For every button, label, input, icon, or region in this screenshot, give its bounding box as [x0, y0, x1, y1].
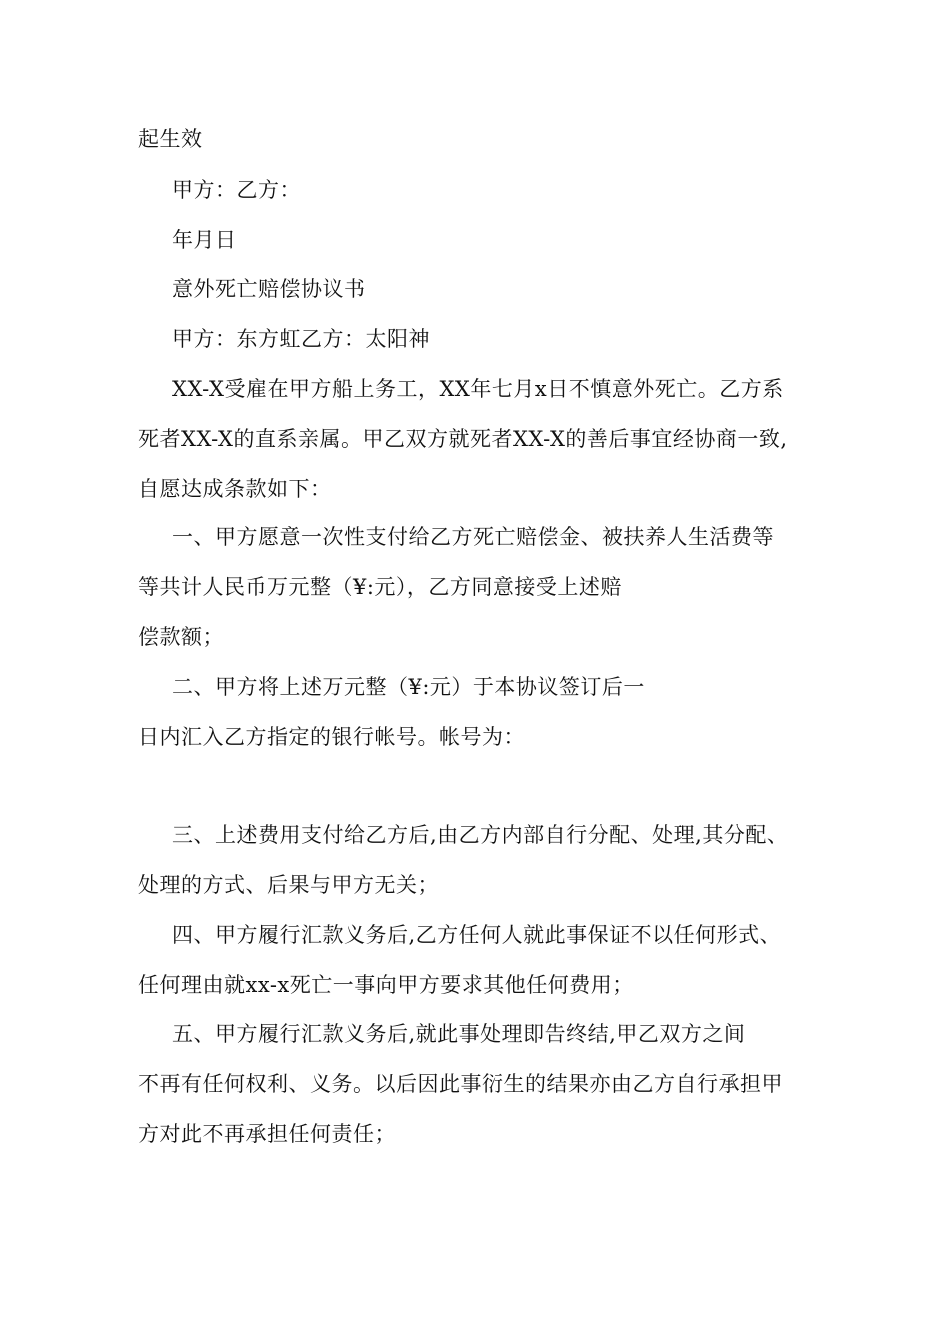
clause-line: 二、甲方将上述万元整（¥:元）于本协议签订后一	[172, 675, 645, 699]
paragraph-line: 死者XX-X的直系亲属。甲乙双方就死者XX-X的善后事宜经协商一致,	[138, 427, 788, 451]
clause-line: 五、甲方履行汇款义务后,就此事处理即告终结,甲乙双方之间	[172, 1022, 746, 1046]
party-line: 甲方：东方虹乙方：太阳神	[172, 327, 430, 351]
party-line: 甲方：乙方：	[172, 178, 301, 202]
paragraph-line: XX-X受雇在甲方船上务工，XX年七月x日不慎意外死亡。乙方系	[172, 377, 784, 401]
clause-line: 任何理由就xx-x死亡一事向甲方要求其他任何费用；	[138, 973, 634, 997]
document-title: 意外死亡赔偿协议书	[172, 277, 366, 301]
date-line: 年月日	[172, 228, 237, 252]
clause-line: 偿款额；	[138, 625, 224, 649]
clause-line: 四、甲方履行汇款义务后,乙方任何人就此事保证不以任何形式、	[172, 923, 782, 947]
clause-line: 处理的方式、后果与甲方无关；	[138, 873, 439, 897]
clause-line: 三、上述费用支付给乙方后,由乙方内部自行分配、处理,其分配、	[172, 823, 789, 847]
clause-line: 日内汇入乙方指定的银行帐号。帐号为：	[138, 725, 525, 749]
text-line: 起生效	[138, 127, 203, 151]
clause-line: 一、甲方愿意一次性支付给乙方死亡赔偿金、被扶养人生活费等	[172, 525, 774, 549]
clause-line: 方对此不再承担任何责任；	[138, 1122, 396, 1146]
clause-line: 等共计人民币万元整（¥:元），乙方同意接受上述赔	[138, 575, 622, 599]
clause-line: 不再有任何权利、义务。以后因此事衍生的结果亦由乙方自行承担甲	[138, 1072, 783, 1096]
paragraph-line: 自愿达成条款如下：	[138, 477, 332, 501]
